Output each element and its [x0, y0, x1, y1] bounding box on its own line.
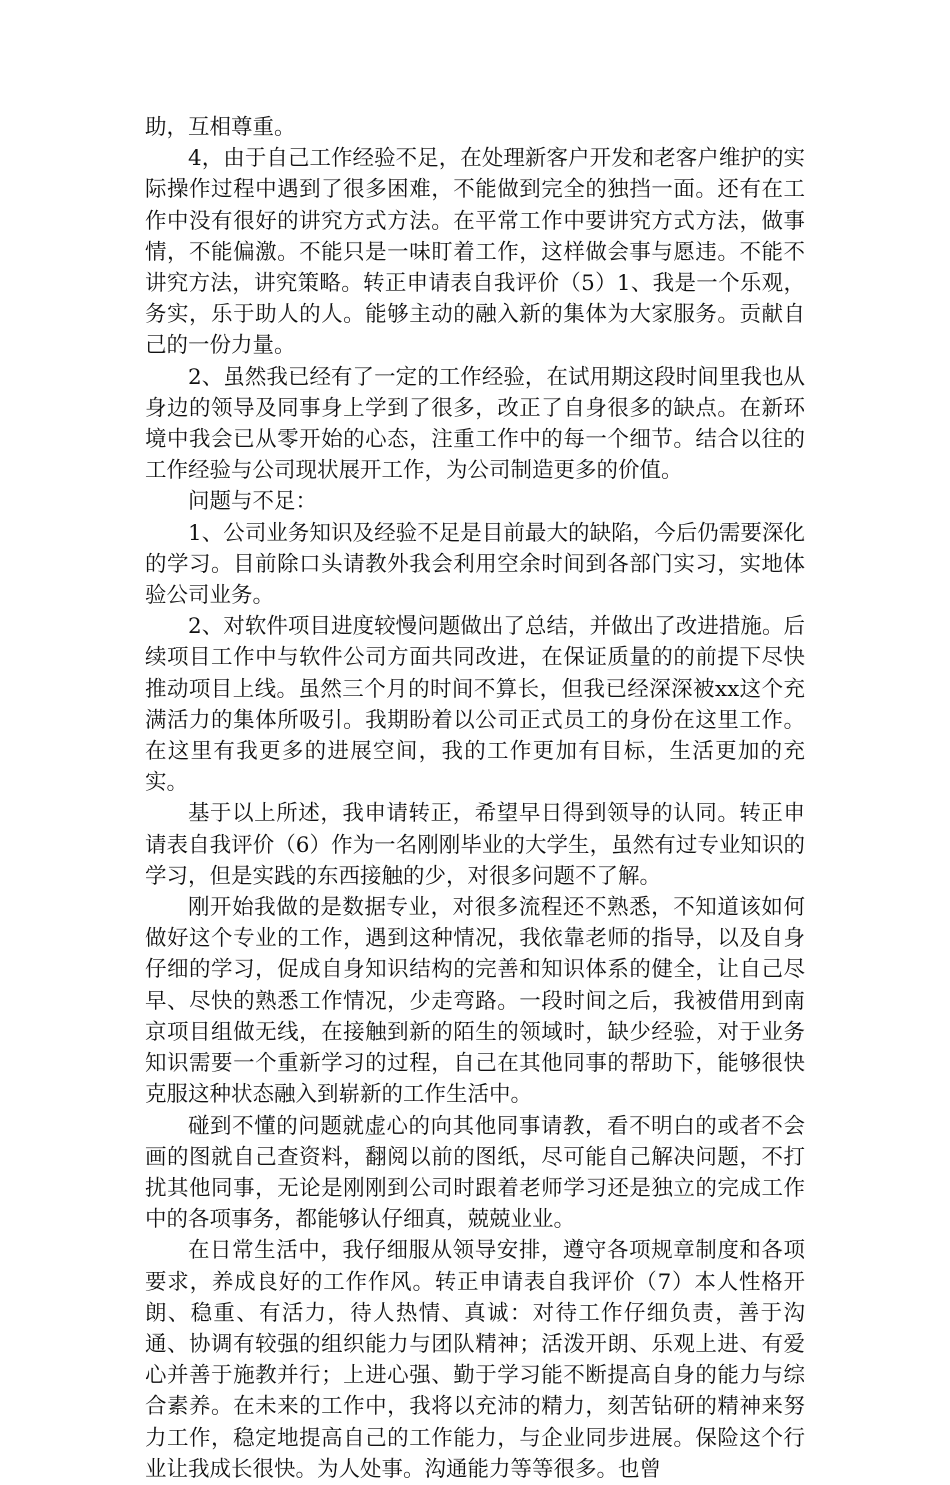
paragraph: 2、对软件项目进度较慢问题做出了总结，并做出了改进措施。后续项目工作中与软件公司方面共同改进，在保证质量的的前提下尽快推动项目上线。虽然三个月的时间不算长，但我已经深深被xx这个充满活力的集体所吸引。我期盼着以公司正式员工的身份在这里工作。在这里有我更多的进展空间，我的工作更加有目标，生活更加的充实。: [145, 614, 805, 796]
paragraph: 2、虽然我已经有了一定的工作经验，在试用期这段时间里我也从身边的领导及同事身上学到了很多，改正了自身很多的缺点。在新环境中我会已从零开始的心态，注重工作中的每一个细节。结合以往的工作经验与公司现状展开工作，为公司制造更多的价值。: [145, 364, 805, 484]
document-body: [145, 112, 805, 1485]
paragraph: 助，互相尊重。: [145, 115, 296, 140]
paragraph: 1、公司业务知识及经验不足是目前最大的缺陷，今后仍需要深化的学习。目前除口头请教外我会利用空余时间到各部门实习，实地体验公司业务。: [145, 520, 805, 609]
paragraph: 基于以上所述，我申请转正，希望早日得到领导的认同。转正申请表自我评价（6）作为一名刚刚毕业的大学生，虽然有过专业知识的学习，但是实践的东西接触的少，对很多问题不了解。: [145, 801, 805, 889]
paragraph: 碰到不懂的问题就虚心的向其他同事请教，看不明白的或者不会画的图就自己查资料，翻阅以前的图纸，尽可能自己解决问题，不打扰其他同事，无论是刚刚到公司时跟着老师学习还是独立的完成工作中的各项事务，都能够认仔细真，兢兢业业。: [145, 1113, 805, 1233]
paragraph-heading: 问题与不足：: [188, 489, 318, 515]
paragraph: 在日常生活中，我仔细服从领导安排，遵守各项规章制度和各项要求，养成良好的工作作风。转正申请表自我评价（7）本人性格开朗、稳重、有活力，待人热情、真诚：对待工作仔细负责，善于沟通、协调有较强的组织能力与团队精神；活泼开朗、乐观上进、有爱心并善于施教并行；上进心强、勤于学习能不断提高自身的能力与综合素养。在未来的工作中，我将以充沛的精力，刻苦钻研的精神来努力工作，稳定地提高自己的工作能力，与企业同步进展。保险这个行业让我成长很快。为人处事。沟通能力等等很多。也曾: [145, 1238, 805, 1482]
paragraph: 4，由于自己工作经验不足，在处理新客户开发和老客户维护的实际操作过程中遇到了很多困难，不能做到完全的独挡一面。还有在工作中没有很好的讲究方式方法。在平常工作中要讲究方式方法，做事情，不能偏激。不能只是一味盯着工作，这样做会事与愿违。不能不讲究方法，讲究策略。转正申请表自我评价（5）1、我是一个乐观，务实，乐于助人的人。能够主动的融入新的集体为大家服务。贡献自己的一份力量。: [145, 146, 805, 359]
paragraph: 刚开始我做的是数据专业，对很多流程还不熟悉，不知道该如何做好这个专业的工作，遇到这种情况，我依靠老师的指导，以及自身仔细的学习，促成自身知识结构的完善和知识体系的健全，让自己尽早、尽快的熟悉工作情况，少走弯路。一段时间之后，我被借用到南京项目组做无线，在接触到新的陌生的领域时，缺少经验，对于业务知识需要一个重新学习的过程，自己在其他同事的帮助下，能够很快克服这种状态融入到崭新的工作生活中。: [145, 895, 805, 1108]
